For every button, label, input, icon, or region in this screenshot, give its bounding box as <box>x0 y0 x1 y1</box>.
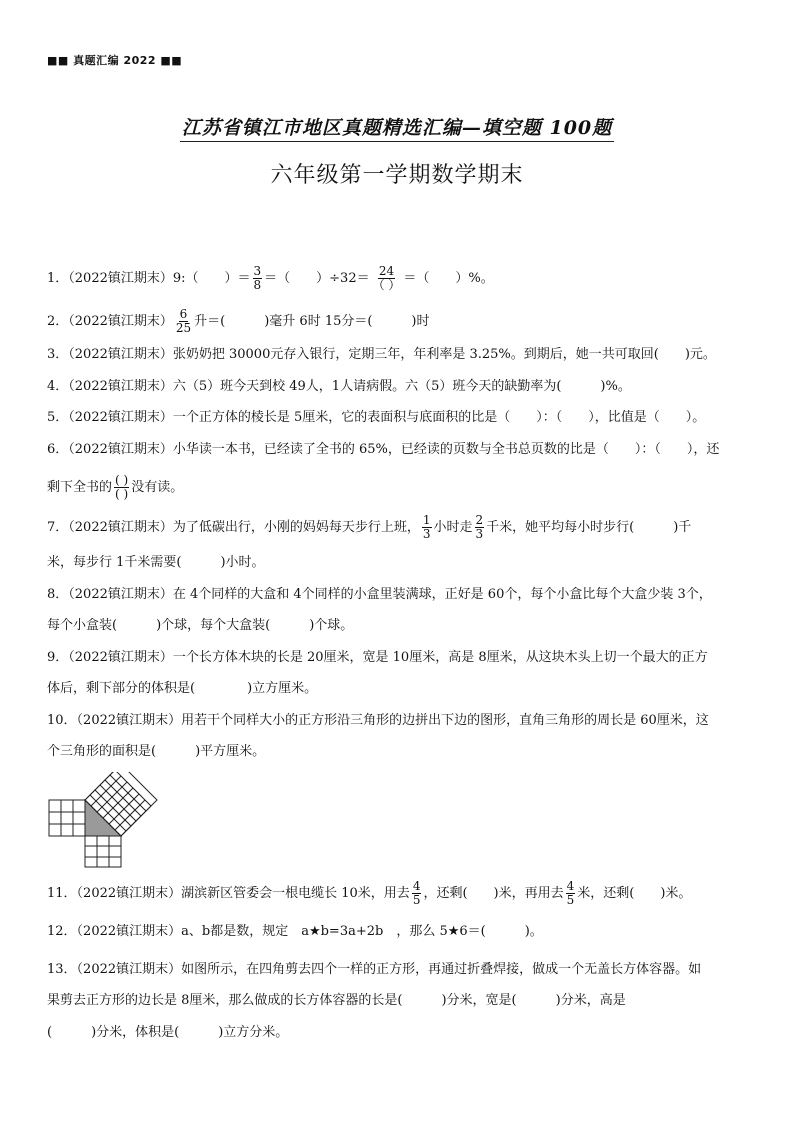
question-8-line1: 8．（2022镇江期末）在 4个同样的大盒和 4个同样的小盒里装满球，正好是 60个，每个小盒比每个大盒少装 3个， <box>47 587 712 602</box>
square-leg-b <box>85 836 121 867</box>
question-7-line1: 7．（2022镇江期末）为了低碳出行，小刚的妈妈每天步行上班， $\frac{1}{3}$ 小时走 $\frac{2}{3}$ 千米，她平均每小时步行( )千 <box>47 513 692 541</box>
question-9-line2: 体后，剩下部分的体积是( )立方厘米。 <box>47 681 318 696</box>
fraction: $\frac{2}{3}$ <box>475 513 484 541</box>
fraction: $\frac{4}{5}$ <box>412 879 421 907</box>
question-12: 12．（2022镇江期末）a、b都是数，规定 a★b=3a+2b ，那么 5★6＝( )。 <box>47 924 543 939</box>
document-title: 江苏省镇江市地区真题精选汇编—填空题 100题 <box>180 113 614 142</box>
document-title-wrap <box>0 113 794 142</box>
question-10-line2: 个三角形的面积是( )平方厘米。 <box>47 744 266 759</box>
question-1: 1．（2022镇江期末）9:（ ）＝ $\frac{3}{8}$ ＝（ ）÷32＝ $\frac{24}{( )}$ ＝（ ）%。 <box>47 264 494 292</box>
question-5: 5．（2022镇江期末）一个正方体的棱长是 5厘米，它的表面积与底面积的比是（ ）：（ ），比值是（ ）。 <box>47 410 706 425</box>
fraction: $\frac{( )}{( )}$ <box>115 473 129 501</box>
document-subtitle: 六年级第一学期数学期末 <box>270 163 524 188</box>
fraction: $\frac{6}{25}$ <box>175 307 192 335</box>
question-7-line2: 米，每步行 1千米需要( )小时。 <box>47 555 265 570</box>
fraction: $\frac{24}{( )}$ <box>372 264 401 292</box>
question-6-line2: 剩下全书的 $\frac{( )}{( )}$ 没有读。 <box>47 473 184 501</box>
page-header: ■■ 真题汇编 2022 ■■ <box>47 54 183 67</box>
star-symbol: ★ <box>308 924 321 939</box>
question-10-line1: 10．（2022镇江期末）用若干个同样大小的正方形沿三角形的边拼出下边的图形，直角三角形的周长是 60厘米，这 <box>47 713 709 728</box>
question-3: 3．（2022镇江期末）张奶奶把 30000元存入银行，定期三年，年利率是 3.25%。到期后，她一共可取回( )元。 <box>47 347 716 362</box>
fraction: $\frac{4}{5}$ <box>566 879 575 907</box>
question-13-line3: ( )分米，体积是( )立方分米。 <box>47 1025 289 1040</box>
square-leg-a <box>49 800 85 836</box>
pythagoras-figure <box>46 772 186 870</box>
star-symbol: ★ <box>447 924 460 939</box>
question-8-line2: 每个小盒装( )个球，每个大盒装( )个球。 <box>47 618 354 633</box>
question-6-line1: 6．（2022镇江期末）小华读一本书，已经读了全书的 65%，已经读的页数与全书总页数的比是（ ）：（ ），还 <box>47 442 720 457</box>
question-2: 2．（2022镇江期末） $\frac{6}{25}$ 升＝( )毫升 6时 15分＝( )时 <box>47 307 430 335</box>
question-9-line1: 9．（2022镇江期末）一个长方体木块的长是 20厘米，宽是 10厘米，高是 8厘米，从这块木头上切一个最大的正方 <box>47 650 708 665</box>
fraction: $\frac{3}{8}$ <box>253 264 262 292</box>
question-13-line2: 果剪去正方形的边长是 8厘米，那么做成的长方体容器的长是( )分米，宽是( )分米，高是 <box>47 993 626 1008</box>
fraction: $\frac{1}{3}$ <box>422 513 431 541</box>
question-4: 4．（2022镇江期末）六（5）班今天到校 49人，1人请病假。六（5）班今天的缺勤率为( )%。 <box>47 379 631 394</box>
question-13-line1: 13．（2022镇江期末）如图所示，在四角剪去四个一样的正方形，再通过折叠焊接，做成一个无盖长方体容器。如 <box>47 962 702 977</box>
question-11: 11．（2022镇江期末）湖滨新区管委会一根电缆长 10米，用去 $\frac{4}{5}$ ，还剩( )米，再用去 $\frac{4}{5}$ 米，还剩( )米。 <box>47 879 692 907</box>
